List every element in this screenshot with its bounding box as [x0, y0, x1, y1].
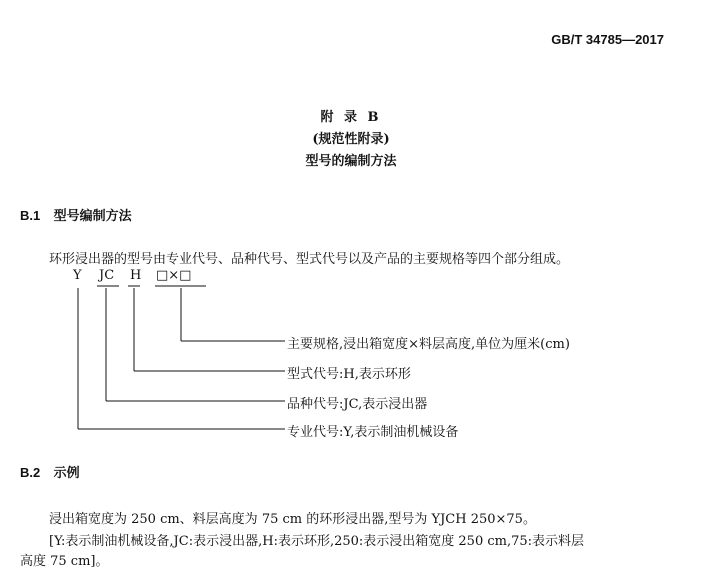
section-number: B.2 — [20, 465, 41, 480]
example-line-3: 高度 75 cm]。 — [20, 554, 109, 569]
label-type: 型式代号:H,表示环形 — [287, 367, 411, 382]
intro-paragraph: 环形浸出器的型号由专业代号、品种代号、型式代号以及产品的主要规格等四个部分组成。 — [49, 252, 570, 267]
section-number: B.1 — [20, 208, 41, 223]
appendix-subject: 型号的编制方法 — [305, 154, 397, 169]
appendix-title: 附 录 B — [320, 110, 382, 125]
code-part-spec: □×□ — [156, 268, 192, 283]
standard-number: GB/T 34785—2017 — [551, 32, 664, 47]
code-part-h: H — [130, 268, 142, 283]
appendix-normative: (规范性附录) — [312, 132, 390, 147]
example-line-1: 浸出箱宽度为 250 cm、料层高度为 75 cm 的环形浸出器,型号为 YJCH 250×75。 — [49, 512, 536, 527]
label-profession: 专业代号:Y,表示制油机械设备 — [287, 425, 459, 440]
label-spec: 主要规格,浸出箱宽度×料层高度,单位为厘米(cm) — [287, 337, 570, 352]
section-b2-heading — [20, 462, 80, 481]
label-variety: 品种代号:JC,表示浸出器 — [287, 397, 428, 412]
example-line-2: [Y:表示制油机械设备,JC:表示浸出器,H:表示环形,250:表示浸出箱宽度 250 cm,75:表示料层 — [49, 534, 585, 549]
section-title: 型号编制方法 — [53, 208, 132, 223]
code-part-y: Y — [73, 268, 82, 283]
section-title: 示例 — [53, 465, 80, 480]
code-part-jc: JC — [99, 268, 115, 283]
